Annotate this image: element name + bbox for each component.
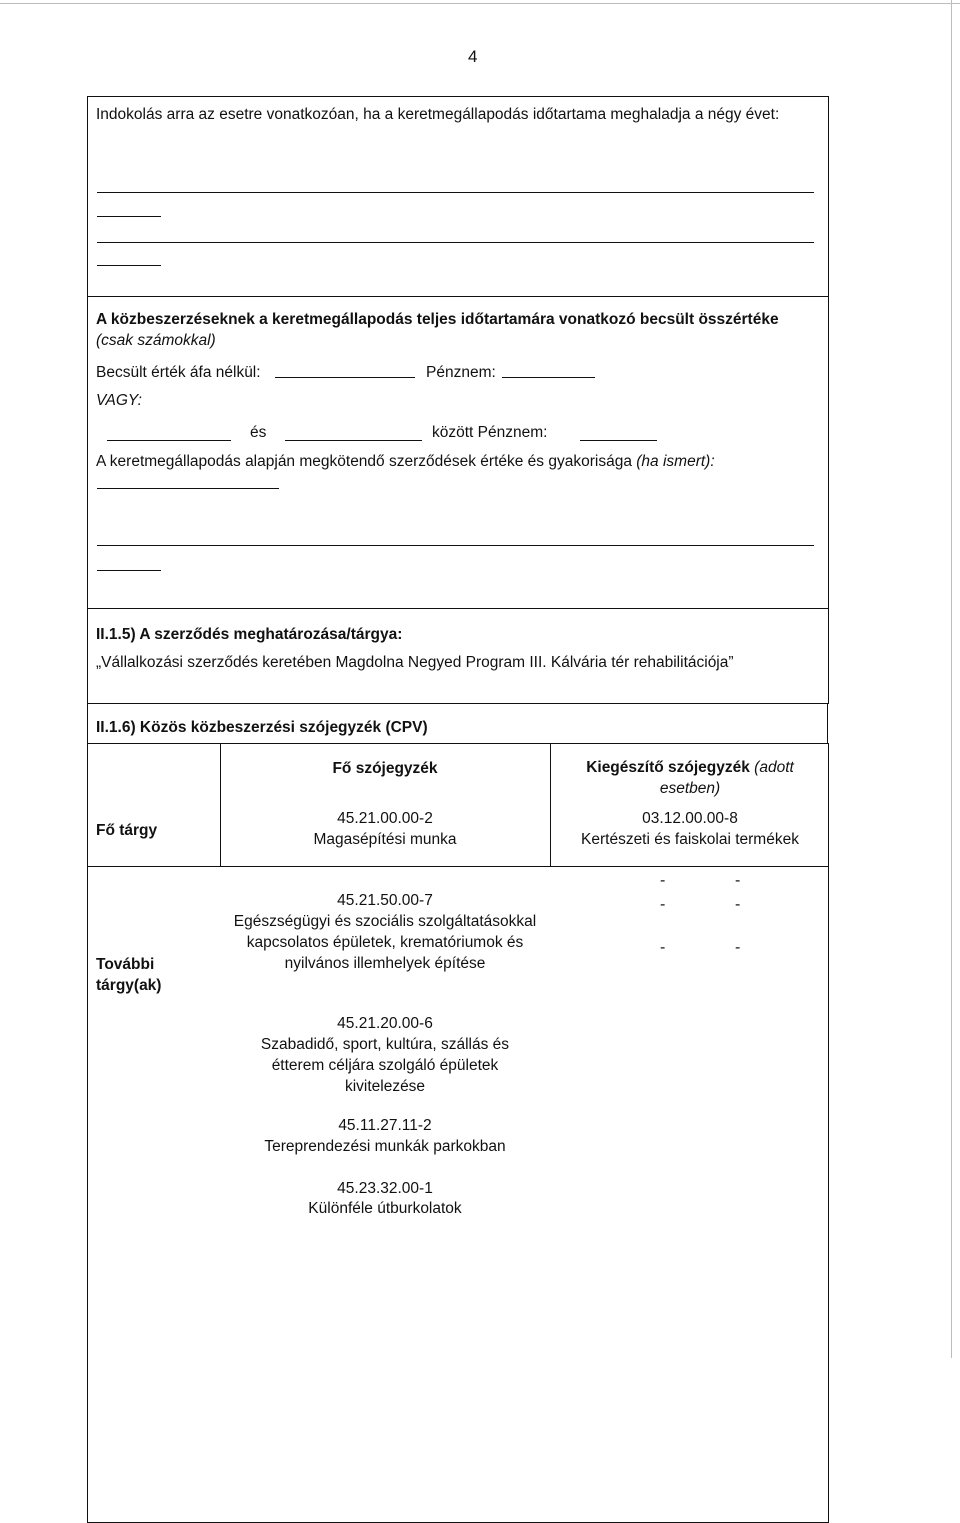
justification-line-1[interactable] xyxy=(97,192,814,193)
contracts-value-text: A keretmegállapodás alapján megkötendő szerződések értéke és gyakorisága xyxy=(96,453,632,470)
main-object-supp-desc: Kertészeti és faiskolai termékek xyxy=(581,831,799,848)
additional-object-4-code: 45.23.32.00-1 xyxy=(337,1180,433,1197)
supp-placeholder-6: - xyxy=(735,939,741,956)
additional-object-3-desc: Tereprendezési munkák parkokban xyxy=(264,1138,506,1155)
cpv-col-supp-note: (adott esetben) xyxy=(659,759,794,797)
justification-line-4[interactable] xyxy=(97,265,161,266)
range-to-field[interactable] xyxy=(285,440,422,441)
contracts-value-label xyxy=(96,451,715,472)
cpv-col-supp-header xyxy=(560,757,820,799)
additional-object-3-code: 45.11.27.11-2 xyxy=(338,1117,432,1134)
range-from-field[interactable] xyxy=(107,440,231,441)
additional-object-2-desc: Szabadidő, sport, kultúra, szállás és étterem céljára szolgáló épületek kivitelezése xyxy=(260,1036,510,1095)
scan-edge-top xyxy=(0,3,960,4)
additional-object-4-desc: Különféle útburkolatok xyxy=(308,1200,462,1217)
supp-placeholder-3: - xyxy=(660,896,666,913)
subject-heading: II.1.5) A szerződés meghatározása/tárgya: xyxy=(96,626,403,643)
cpv-right-border xyxy=(827,703,828,743)
currency-field[interactable] xyxy=(502,377,595,378)
main-object-main-desc: Magasépítési munka xyxy=(313,831,457,848)
supp-placeholder-1: - xyxy=(660,872,666,889)
estimated-value-field[interactable] xyxy=(275,377,415,378)
cpv-col-divider-2 xyxy=(550,743,551,867)
additional-object-2-code: 45.21.20.00-6 xyxy=(337,1015,433,1032)
additional-object-1-desc: Egészségügyi és szociális szolgáltatásokkal kapcsolatos épületek, krematóriumok és nyilvános illemhelyek építése xyxy=(233,913,537,972)
estimate-heading-note: (csak számokkal) xyxy=(96,332,216,349)
section-divider xyxy=(87,296,829,297)
cpv-left-border xyxy=(87,703,88,743)
subject-value: „Vállalkozási szerződés keretében Magdolna Negyed Program III. Kálvária tér rehabilitációja” xyxy=(96,654,734,671)
main-object-main-code: 45.21.00.00-2 xyxy=(337,810,433,827)
main-object-label: Fő tárgy xyxy=(96,822,158,839)
cpv-heading: II.1.6) Közös közbeszerzési szójegyzék (CPV) xyxy=(96,719,428,736)
contracts-value-line-3[interactable] xyxy=(97,570,161,571)
or-label: VAGY: xyxy=(96,392,142,409)
supp-placeholder-5: - xyxy=(660,939,666,956)
justification-text: Indokolás arra az esetre vonatkozóan, ha a keretmegállapodás időtartama meghaladja a négy évet: xyxy=(96,106,780,123)
additional-objects-label: További tárgy(ak) xyxy=(96,956,162,994)
supp-placeholder-4: - xyxy=(735,896,741,913)
estimate-heading-text: A közbeszerzéseknek a keretmegállapodás teljes időtartamára vonatkozó becsült összértéke xyxy=(96,311,779,328)
estimate-heading xyxy=(96,309,796,351)
between-currency-label: között Pénznem: xyxy=(432,424,548,441)
cpv-col-main-header: Fő szójegyzék xyxy=(332,760,438,777)
cpv-col-supp-title: Kiegészítő szójegyzék xyxy=(586,759,750,776)
scan-edge-right xyxy=(951,0,952,1358)
estimated-value-label: Becsült érték áfa nélkül: xyxy=(96,364,261,381)
and-label: és xyxy=(250,424,267,441)
cpv-row-divider xyxy=(87,866,829,867)
contracts-value-line-2[interactable] xyxy=(97,545,814,546)
range-currency-field[interactable] xyxy=(580,440,657,441)
supp-placeholder-2: - xyxy=(735,872,741,889)
justification-line-3[interactable] xyxy=(97,242,814,243)
currency-label: Pénznem: xyxy=(426,364,496,381)
justification-line-2[interactable] xyxy=(97,216,161,217)
page-number: 4 xyxy=(468,47,478,66)
contracts-value-note: (ha ismert): xyxy=(636,453,715,470)
main-object-supp-code: 03.12.00.00-8 xyxy=(642,810,738,827)
additional-object-1-code: 45.21.50.00-7 xyxy=(337,892,433,909)
contracts-value-line-1[interactable] xyxy=(97,488,279,489)
justification-estimate-box xyxy=(87,96,829,609)
